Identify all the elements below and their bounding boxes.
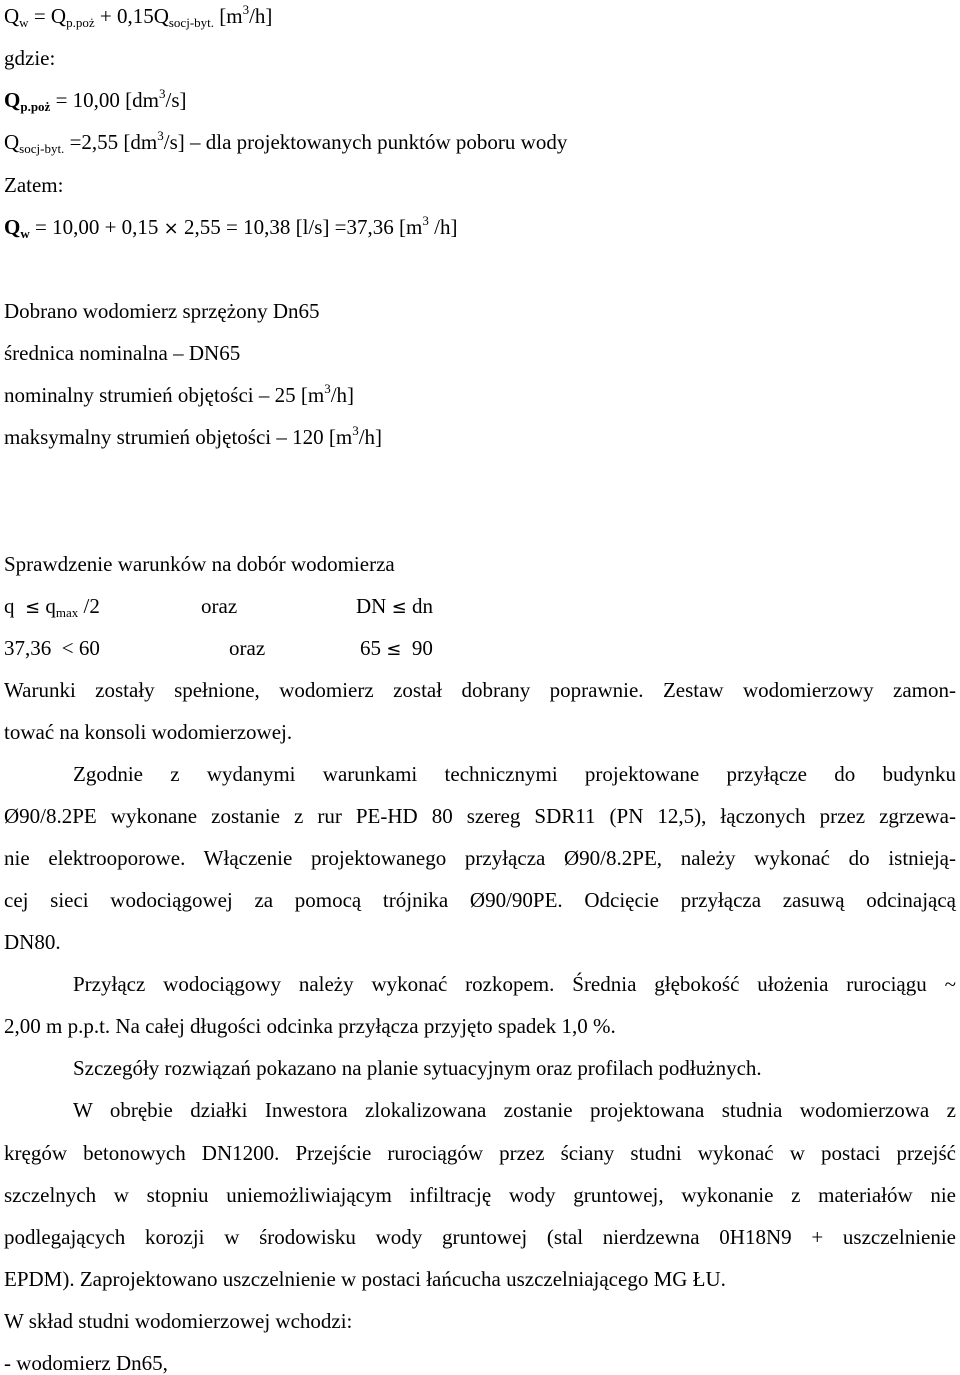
meter-line-4-text: maksymalny strumień objętości – 120 [m xyxy=(4,425,353,449)
qw-calc-line xyxy=(4,213,458,241)
check-val-b: 60 xyxy=(78,636,100,660)
qppoz-q: Q xyxy=(4,88,21,112)
qw-calc-part1: = 10,00 + 0,15 xyxy=(29,215,164,239)
less-equal-icon: ≤ xyxy=(391,597,407,618)
para5-line-3: szczelnych w stopniu uniemożliwiającym infiltrację wody gruntowej, wykonanie z materiałów nie xyxy=(4,1183,956,1207)
formula-q: Q xyxy=(4,4,20,28)
para4-line-1: Szczegóły rozwiązań pokazano na planie sytuacyjnym oraz profilach podłużnych. xyxy=(73,1056,762,1080)
qsocj-exp: 3 xyxy=(157,128,164,143)
para5-line-2: kręgów betonowych DN1200. Przejście rurociągów przez ściany studni wykonać w postaci przejść xyxy=(4,1141,956,1165)
para5-line-4: podlegających korozji w środowisku wody gruntowej (stal nierdzewna 0H18N9 + uszczelnienie xyxy=(4,1225,956,1249)
zatem-label: Zatem: xyxy=(4,173,64,197)
check-qmax-sub: max xyxy=(55,605,79,620)
check-q: q xyxy=(4,594,15,618)
sklad-title: W skład studni wodomierzowej wchodzi: xyxy=(4,1309,353,1333)
para2-line-5: DN80. xyxy=(4,930,61,954)
meter-line-2: średnica nominalna – DN65 xyxy=(4,341,241,365)
check-oraz-1: oraz xyxy=(201,594,238,618)
qppoz-val: = 10,00 [dm xyxy=(50,88,159,112)
meter-line-4-exp: 3 xyxy=(352,423,359,438)
check-cond-1-left xyxy=(4,594,100,620)
formula-sub-w: w xyxy=(19,15,29,30)
formula-eq: = Q xyxy=(28,4,67,28)
check-div: /2 xyxy=(78,594,100,618)
check-val-a: 37,36 xyxy=(4,636,52,660)
meter-line-3 xyxy=(4,381,355,407)
qsocj-q: Q xyxy=(4,130,20,154)
check-cond-2-right xyxy=(360,638,433,659)
gdzie-label: gdzie: xyxy=(4,46,56,70)
less-equal-icon: ≤ xyxy=(25,597,41,618)
para2-line-4: cej sieci wodociągowej za pomocą trójnika Ø90/90PE. Odcięcie przyłącza zasuwą odcinającą xyxy=(4,888,956,912)
check-val-c: 65 xyxy=(360,636,381,660)
less-equal-icon: ≤ xyxy=(386,639,402,660)
formula-sub-ppoz: p.poż xyxy=(66,15,95,30)
para5-line-5: EPDM). Zaprojektowano uszczelnienie w postaci łańcucha uszczelniającego MG ŁU. xyxy=(4,1267,726,1291)
times-icon: × xyxy=(163,218,179,239)
check-cond-2-left xyxy=(4,638,100,659)
qw-calc-q: Q xyxy=(4,215,21,239)
meter-line-3-text: nominalny strumień objętości – 25 [m xyxy=(4,383,325,407)
sklad-item-1: - wodomierz Dn65, xyxy=(4,1351,168,1375)
para3-line-2: 2,00 m p.p.t. Na całej długości odcinka przyłącza przyjęto spadek 1,0 %. xyxy=(4,1014,616,1038)
meter-line-3-tail: /h] xyxy=(330,383,355,407)
qw-calc-sub: w xyxy=(20,226,30,241)
qsocj-val: =2,55 [dm xyxy=(64,130,158,154)
formula-plus: + 0,15Q xyxy=(94,4,169,28)
check-val-d: 90 xyxy=(411,636,433,660)
para1-line-2: tować na konsoli wodomierzowej. xyxy=(4,720,293,744)
formula-unit-exp: 3 xyxy=(242,2,250,17)
meter-line-4-tail: /h] xyxy=(358,425,383,449)
qsocj-sub: socj-byt. xyxy=(19,141,65,156)
para2-line-3: nie elektrooporowe. Włączenie projektowanego przyłącza Ø90/8.2PE, należy wykonać do istnieją- xyxy=(4,846,956,870)
qw-calc-tail: /h] xyxy=(428,215,458,239)
formula-unit: [m xyxy=(214,4,243,28)
check-cond-1-right xyxy=(356,596,433,617)
check-dn2: dn xyxy=(411,594,433,618)
qppoz-exp: 3 xyxy=(159,86,166,101)
para5-line-1: W obrębie działki Inwestora zlokalizowana zostanie projektowana studnia wodomierzowa z xyxy=(73,1098,956,1122)
qppoz-tail: /s] xyxy=(165,88,187,112)
qsocj-line xyxy=(4,128,568,156)
qsocj-tail: /s] – dla projektowanych punktów poboru wody xyxy=(163,130,568,154)
check-title: Sprawdzenie warunków na dobór wodomierza xyxy=(4,552,395,576)
para3-line-1: Przyłącz wodociągowy należy wykonać rozkopem. Średnia głębokość ułożenia rurociągu ~ xyxy=(73,972,956,996)
meter-line-1: Dobrano wodomierz sprzężony Dn65 xyxy=(4,299,320,323)
check-qmax: q xyxy=(45,594,56,618)
meter-line-3-exp: 3 xyxy=(324,381,331,396)
para2-line-2: Ø90/8.2PE wykonane zostanie z rur PE-HD 80 szereg SDR11 (PN 12,5), łączonych przez zgrzewa- xyxy=(4,804,956,828)
less-than-icon: < xyxy=(61,636,74,660)
check-dn: DN xyxy=(356,594,387,618)
formula-sub-socj: socj-byt. xyxy=(168,15,215,30)
qppoz-sub: p.poż xyxy=(20,99,51,114)
qppoz-line xyxy=(4,86,187,114)
formula-qw xyxy=(4,2,273,30)
qw-calc-part2: 2,55 = 10,38 [l/s] =37,36 [m xyxy=(178,215,423,239)
meter-line-4 xyxy=(4,423,383,449)
para1-line-1: Warunki zostały spełnione, wodomierz został dobrany poprawnie. Zestaw wodomierzowy zamon- xyxy=(4,678,956,702)
para2-line-1: Zgodnie z wydanymi warunkami technicznymi projektowane przyłącze do budynku xyxy=(73,762,956,786)
formula-unit-tail: /h] xyxy=(249,4,273,28)
qw-calc-exp: 3 xyxy=(422,213,429,228)
check-oraz-2: oraz xyxy=(229,636,266,660)
